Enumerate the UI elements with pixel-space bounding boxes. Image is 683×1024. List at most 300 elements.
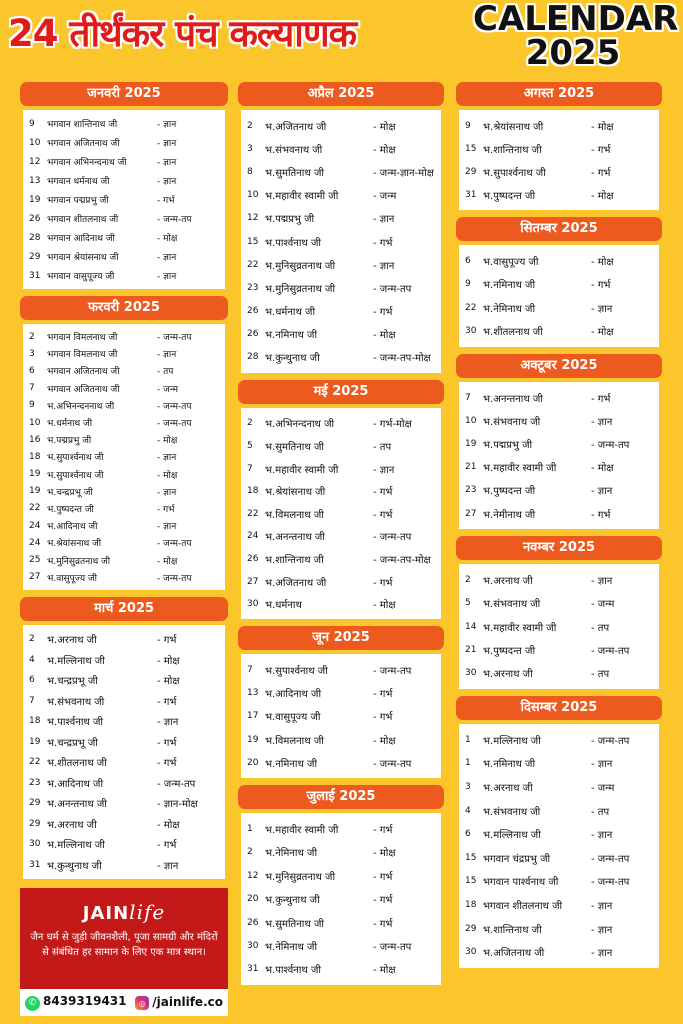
event-name: भ.शान्तिनाथ जी: [483, 144, 542, 156]
event-date: 7: [29, 695, 35, 706]
event-name: भ.आदिनाथ जी: [265, 689, 322, 701]
event-date: 12: [247, 213, 259, 224]
phone-number: 8439319431: [43, 994, 127, 1009]
event-name: भ.अरनाथ जी: [483, 783, 533, 795]
event-name: भगवान विमलनाथ जी: [47, 350, 118, 361]
event-name: भगवान अभिनन्दनाथ जी: [47, 158, 127, 168]
event-date: 16: [29, 434, 41, 445]
event-row: [29, 414, 219, 431]
event-type: - जन्म-तप: [373, 666, 412, 677]
month-header: मई 2025: [238, 380, 444, 404]
event-row: [247, 207, 435, 230]
event-row: [465, 799, 653, 823]
event-name: भगवान श्रेयांसनाथ जी: [47, 253, 119, 263]
event-name: भ.वासुपूज्य जी: [483, 256, 539, 268]
event-type: - ज्ञान: [157, 139, 177, 149]
event-date: 26: [29, 213, 41, 224]
event-row: [247, 864, 435, 887]
month-block: [20, 296, 228, 590]
event-name: भगवान विमलनाथ जी: [47, 333, 118, 344]
event-type: - गर्भ: [591, 509, 611, 521]
event-name: भ.नमिनाथ जी: [265, 330, 318, 342]
month-header: नवम्बर 2025: [456, 536, 662, 560]
event-date: 12: [247, 870, 259, 881]
event-name: भगवान धर्मनाथ जी: [47, 177, 110, 187]
event-row: [29, 483, 219, 500]
event-row: [247, 230, 435, 253]
event-type: - जन्म-तप: [157, 539, 192, 550]
event-row: [29, 517, 219, 534]
event-date: 22: [29, 503, 41, 514]
event-date: 7: [247, 665, 253, 675]
event-name: भ.महावीर स्वामी जी: [483, 463, 557, 475]
event-type: - जन्म-तप: [591, 877, 630, 889]
event-type: - ज्ञान: [157, 120, 177, 130]
event-row: [465, 137, 653, 160]
month-block: [238, 785, 444, 985]
event-date: 24: [29, 537, 41, 548]
event-type: - जन्म-तप: [157, 778, 196, 790]
event-name: भ.सुपार्श्वनाथ जी: [47, 470, 104, 481]
event-row: [247, 817, 435, 840]
event-row: [247, 958, 435, 981]
event-date: 26: [247, 917, 259, 928]
event-name: भ.कुन्थुनाथ जी: [265, 895, 320, 907]
event-name: भ.शीतलनाथ जी: [47, 758, 107, 770]
event-name: भगवान अजितनाथ जी: [47, 384, 120, 395]
event-row: [247, 705, 435, 728]
event-date: 27: [29, 572, 41, 583]
month-header: अप्रैल 2025: [238, 82, 444, 106]
event-date: 3: [465, 782, 471, 793]
event-row: [465, 893, 653, 917]
column-3: [456, 82, 662, 975]
event-date: 9: [29, 118, 35, 129]
event-name: भ.नेमीनाथ जी: [483, 509, 536, 521]
event-row: [247, 160, 435, 183]
event-date: 15: [465, 852, 477, 863]
event-type: - गर्भ: [591, 393, 611, 405]
brand-name: JAIN: [82, 903, 130, 924]
event-name: भ.मुनिसुव्रतनाथ जी: [265, 871, 336, 883]
event-row: [465, 386, 653, 409]
event-name: भ.विमलनाथ जी: [265, 735, 324, 747]
event-type: - गर्भ: [373, 918, 393, 930]
event-date: 13: [29, 175, 41, 186]
event-type: - गर्भ: [373, 307, 393, 319]
event-type: - ज्ञान: [591, 303, 613, 315]
event-type: - ज्ञान: [373, 214, 395, 226]
event-date: 31: [29, 270, 41, 281]
event-date: 25: [29, 555, 41, 566]
event-name: भ.वासुपूज्य जी: [47, 573, 97, 584]
month-list: [241, 654, 441, 778]
event-name: भ.संभवनाथ जी: [483, 599, 541, 611]
event-date: 6: [29, 365, 35, 376]
event-name: भ.महावीर स्वामी जी: [265, 191, 339, 203]
event-type: - मोक्ष: [157, 556, 178, 567]
event-date: 17: [247, 711, 259, 722]
event-row: [247, 435, 435, 458]
event-row: [465, 568, 653, 591]
month-list: [241, 110, 441, 373]
month-block: [456, 354, 662, 529]
event-date: 15: [465, 143, 477, 154]
event-row: [29, 500, 219, 517]
event-row: [29, 228, 219, 247]
event-date: 26: [247, 329, 259, 340]
event-date: 12: [29, 156, 41, 167]
event-type: - मोक्ष: [373, 965, 396, 977]
event-name: भ.अजितनाथ जी: [265, 121, 327, 133]
event-type: - ज्ञान: [591, 948, 613, 960]
event-date: 1: [247, 824, 253, 835]
event-type: - ज्ञान: [157, 717, 179, 729]
event-type: - गर्भ: [157, 737, 177, 749]
event-date: 6: [465, 829, 471, 840]
event-date: 27: [465, 508, 477, 519]
event-name: भ.महावीर स्वामी जी: [265, 464, 339, 476]
event-row: [465, 870, 653, 894]
event-type: - ज्ञान: [157, 177, 177, 187]
event-name: भ.पुष्पदन्त जी: [483, 486, 536, 498]
event-row: [247, 480, 435, 503]
event-type: - ज्ञान: [591, 416, 613, 428]
month-block: [20, 82, 228, 289]
event-row: [465, 822, 653, 846]
brand-logo: [20, 888, 228, 924]
event-row: [29, 731, 219, 752]
event-date: 22: [29, 757, 41, 768]
event-type: - तप: [591, 806, 610, 818]
event-date: 29: [29, 251, 41, 262]
event-type: - ज्ञान: [591, 575, 613, 587]
event-type: - जन्म-ज्ञान-मोक्ष: [373, 167, 434, 179]
event-date: 21: [465, 462, 477, 473]
event-name: भ.अभिनन्दनाथ जी: [265, 419, 335, 431]
event-row: [247, 412, 435, 435]
event-date: 2: [247, 418, 253, 429]
event-name: भ.कुन्थुनाथ जी: [265, 353, 320, 365]
event-name: भगवान चंद्रप्रभु जी: [483, 853, 551, 865]
event-name: भ.सुमतिनाथ जी: [265, 441, 324, 453]
event-type: - मोक्ष: [591, 256, 614, 268]
event-name: भ.अरनाथ जी: [47, 819, 97, 831]
page-title: 24 तीर्थंकर पंच कल्याणक: [8, 12, 357, 55]
event-date: 10: [29, 417, 41, 428]
event-date: 2: [465, 574, 471, 585]
event-type: - मोक्ष: [157, 655, 180, 667]
event-name: भ.मल्लिनाथ जी: [47, 840, 105, 852]
event-type: - गर्भ: [157, 635, 177, 647]
event-date: 9: [465, 120, 471, 131]
event-date: 31: [29, 859, 41, 870]
event-type: - ज्ञान: [157, 487, 177, 498]
event-row: [29, 152, 219, 171]
event-date: 19: [29, 194, 41, 205]
event-date: 28: [29, 232, 41, 243]
calendar-label: CALENDAR: [473, 0, 679, 39]
event-name: भ.सुपार्श्वनाथ जी: [265, 666, 328, 677]
event-date: 9: [465, 279, 471, 290]
event-name: भ.आदिनाथ जी: [47, 522, 98, 533]
event-name: भ.पुष्पदन्त जी: [483, 645, 536, 657]
event-type: - ज्ञान-मोक्ष: [157, 799, 198, 811]
month-block: [20, 597, 228, 879]
event-date: 22: [247, 508, 259, 519]
event-name: भ.सुमतिनाथ जी: [265, 918, 324, 930]
event-type: - जन्म-तप: [157, 401, 192, 412]
event-row: [465, 662, 653, 685]
event-row: [29, 380, 219, 397]
promo-tagline: जैन धर्म से जुड़ी जीवनशैली, पूजा सामग्री और मंदिरों से संबंधित हर सामान के लिए एक मात्र स्थान।: [30, 932, 218, 958]
event-type: - गर्भ: [373, 509, 393, 521]
event-row: [465, 615, 653, 638]
event-type: - तप: [591, 669, 610, 681]
calendar-year: 2025: [525, 33, 621, 73]
event-name: भ.धर्मनाथ जी: [265, 307, 316, 319]
event-type: - गर्भ: [157, 196, 175, 206]
phone-contact[interactable]: [25, 994, 127, 1011]
event-type: - जन्म-तप: [373, 283, 412, 295]
event-date: 23: [29, 777, 41, 788]
event-name: भ.अजितनाथ जी: [483, 948, 545, 960]
event-date: 15: [465, 876, 477, 887]
month-header: जुलाई 2025: [238, 785, 444, 809]
event-date: 20: [247, 894, 259, 905]
event-date: 18: [29, 716, 41, 727]
event-date: 29: [465, 166, 477, 177]
event-name: भ.पार्श्वनाथ जी: [265, 965, 322, 977]
event-row: [29, 466, 219, 483]
event-name: भगवान शीतलनाथ जी: [483, 901, 563, 913]
event-type: - ज्ञान: [591, 486, 613, 498]
event-date: 18: [465, 900, 477, 911]
event-date: 26: [247, 306, 259, 317]
event-date: 29: [29, 798, 41, 809]
event-date: 31: [247, 964, 259, 975]
event-date: 3: [247, 143, 253, 154]
event-type: - ज्ञान: [157, 522, 177, 533]
event-name: भगवान पद्मप्रभु जी: [47, 196, 109, 206]
event-row: [465, 183, 653, 206]
event-type: - गर्भ: [373, 895, 393, 907]
event-name: भ.संभवनाथ जी: [265, 144, 323, 156]
event-row: [247, 888, 435, 911]
event-name: भ.चन्द्रप्रभू जी: [47, 737, 98, 749]
event-name: भ.नमिनाथ जी: [483, 280, 536, 292]
event-type: - जन्म-तप: [157, 333, 192, 344]
event-date: 29: [29, 818, 41, 829]
month-list: [23, 324, 225, 590]
event-type: - मोक्ष: [373, 735, 396, 747]
event-row: [29, 328, 219, 345]
event-date: 10: [465, 415, 477, 426]
event-type: - जन्म-तप: [157, 419, 192, 430]
event-row: [29, 813, 219, 834]
event-type: - गर्भ: [373, 689, 393, 701]
event-row: [465, 432, 653, 455]
event-name: भ.महावीर स्वामी जी: [483, 622, 557, 634]
event-type: - मोक्ष: [157, 676, 180, 688]
event-row: [29, 854, 219, 875]
event-type: - ज्ञान: [591, 759, 613, 771]
event-date: 9: [29, 400, 35, 411]
event-row: [465, 728, 653, 752]
event-type: - ज्ञान: [591, 901, 613, 913]
event-name: भ.सुपार्श्वनाथ जी: [47, 453, 104, 464]
event-name: भगवान आदिनाथ जी: [47, 234, 115, 244]
event-type: - ज्ञान: [157, 350, 177, 361]
event-name: भ.संभवनाथ जी: [483, 416, 541, 428]
event-date: 2: [247, 120, 253, 131]
instagram-icon: ◎: [135, 996, 149, 1010]
event-type: - गर्भ: [157, 840, 177, 852]
event-row: [29, 247, 219, 266]
event-date: 30: [465, 326, 477, 337]
event-name: भ.श्रेयांसनाथ जी: [483, 121, 544, 133]
event-row: [247, 570, 435, 593]
event-date: 19: [465, 438, 477, 449]
event-row: [247, 114, 435, 137]
event-type: - ज्ञान: [157, 158, 177, 168]
event-date: 8: [247, 166, 253, 177]
month-list: [459, 245, 659, 347]
event-date: 20: [247, 757, 259, 768]
event-row: [247, 300, 435, 323]
event-name: भगवान शान्तिनाथ जी: [47, 120, 118, 130]
month-header: मार्च 2025: [20, 597, 228, 621]
event-date: 5: [465, 598, 471, 609]
event-row: [465, 479, 653, 502]
event-type: - मोक्ष: [591, 463, 614, 475]
event-date: 4: [29, 654, 35, 665]
event-name: भ.अजितनाथ जी: [265, 577, 327, 589]
event-row: [29, 431, 219, 448]
event-date: 30: [29, 839, 41, 850]
event-name: भ.श्रेयांसनाथ जी: [47, 539, 102, 550]
month-header: दिसम्बर 2025: [456, 696, 662, 720]
promo-box: [20, 888, 228, 1016]
event-type: - गर्भ: [591, 280, 611, 292]
event-row: [29, 834, 219, 855]
event-name: भ.अनन्तनाथ जी: [265, 532, 325, 544]
event-type: - जन्म-तप: [373, 758, 412, 770]
event-type: - जन्म-तप: [591, 439, 630, 451]
event-row: [29, 772, 219, 793]
event-name: भ.अरनाथ जी: [483, 575, 533, 587]
event-type: - जन्म-तप: [591, 645, 630, 657]
event-name: भ.नमिनाथ जी: [265, 758, 318, 770]
event-date: 6: [29, 675, 35, 686]
event-row: [29, 569, 219, 586]
event-name: भ.विमलनाथ जी: [265, 509, 324, 521]
event-type: - गर्भ: [157, 696, 177, 708]
month-block: [456, 696, 662, 968]
event-date: 19: [247, 734, 259, 745]
event-name: भ.अभिनन्दननाथ जी: [47, 401, 115, 412]
event-row: [465, 273, 653, 297]
event-name: भ.पुष्पदन्त जी: [47, 504, 94, 515]
event-date: 1: [465, 734, 471, 745]
event-type: - मोक्ष: [591, 327, 614, 339]
event-type: - जन्म-तप: [157, 215, 192, 225]
event-row: [247, 728, 435, 751]
event-name: भगवान अजितनाथ जी: [47, 367, 120, 378]
event-date: 24: [247, 531, 259, 542]
event-type: - जन्म-तप-मोक्ष: [373, 353, 431, 365]
event-type: - मोक्ष: [373, 330, 396, 342]
event-date: 26: [247, 553, 259, 564]
event-type: - मोक्ष: [373, 600, 396, 612]
month-header: फरवरी 2025: [20, 296, 228, 320]
event-name: भगवान अजितनाथ जी: [47, 139, 120, 149]
event-row: [465, 296, 653, 320]
event-name: भ.पद्मप्रभु जी: [265, 214, 315, 226]
event-type: - जन्म: [373, 191, 397, 203]
event-row: [247, 911, 435, 934]
event-row: [29, 793, 219, 814]
whatsapp-icon: ✆: [25, 996, 40, 1011]
event-row: [29, 711, 219, 732]
event-name: भ.पुष्पदन्त जी: [483, 190, 536, 202]
event-row: [29, 670, 219, 691]
event-name: भ.नेमिनाथ जी: [265, 848, 318, 860]
event-name: भगवान पार्श्वनाथ जी: [483, 877, 559, 889]
event-name: भ.वासुपूज्य जी: [265, 712, 321, 724]
event-date: 27: [247, 576, 259, 587]
event-name: भगवान वासुपूज्य जी: [47, 272, 115, 282]
event-date: 2: [29, 634, 35, 645]
event-row: [29, 133, 219, 152]
event-type: - मोक्ष: [157, 819, 180, 831]
brand-script: life: [129, 900, 166, 924]
month-list: [459, 110, 659, 210]
month-block: [456, 536, 662, 689]
event-date: 24: [29, 520, 41, 531]
event-row: [247, 137, 435, 160]
event-row: [465, 409, 653, 432]
event-date: 2: [247, 847, 253, 858]
event-name: भ.महावीर स्वामी जी: [265, 825, 339, 837]
column-1: [20, 82, 228, 886]
event-row: [247, 658, 435, 681]
website-handle: /jainlife.co: [152, 994, 223, 1009]
event-type: - तप: [591, 622, 610, 634]
event-row: [465, 249, 653, 273]
event-row: [247, 593, 435, 616]
month-block: [238, 380, 444, 619]
event-date: 15: [247, 236, 259, 247]
event-name: भ.अनन्तनाथ जी: [483, 393, 543, 405]
event-name: भ.अरनाथ जी: [47, 635, 97, 647]
month-block: [456, 217, 662, 347]
month-block: [238, 626, 444, 778]
month-header: अक्टूबर 2025: [456, 354, 662, 378]
event-date: 6: [465, 255, 471, 266]
month-list: [459, 382, 659, 529]
event-date: 3: [29, 348, 35, 359]
event-type: - गर्भ: [373, 712, 393, 724]
event-row: [247, 184, 435, 207]
event-type: - गर्भ: [157, 758, 177, 770]
event-row: [465, 940, 653, 964]
event-row: [29, 448, 219, 465]
event-name: भ.आदिनाथ जी: [47, 778, 104, 790]
website-link[interactable]: [135, 995, 223, 1011]
event-row: [247, 525, 435, 548]
event-type: - ज्ञान: [591, 830, 613, 842]
